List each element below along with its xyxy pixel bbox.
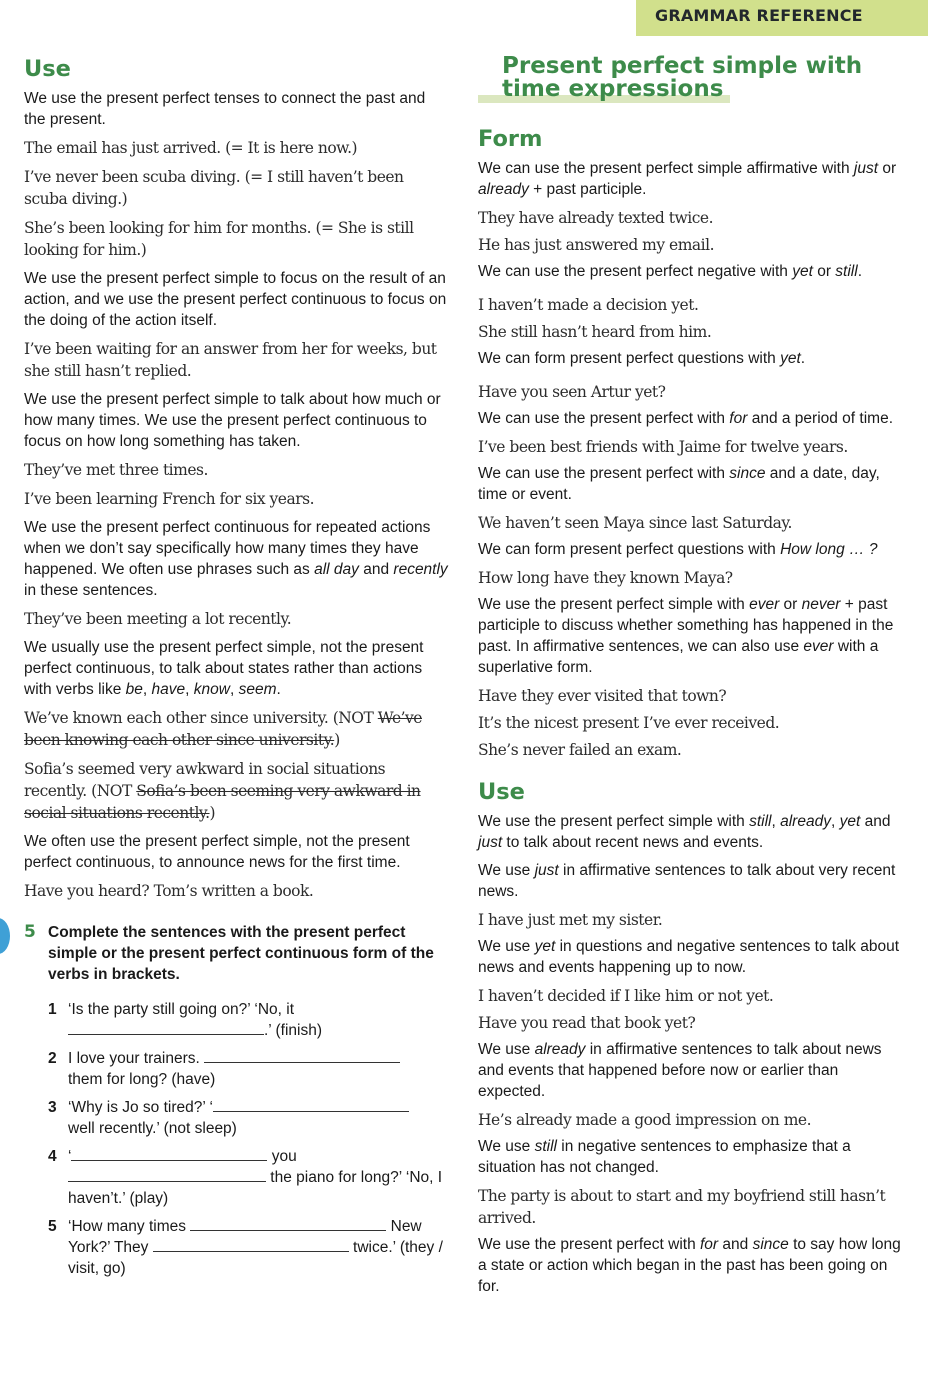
example-text: We’ve known each other since university. (NOT We’ve been knowing each other since university.)	[24, 709, 422, 749]
side-tab-marker	[0, 918, 10, 954]
rule-text: We use already in affirmative sentences to talk about news and events that happened before now or earlier than expected.	[478, 1041, 882, 1100]
rule-text: We use the present perfect simple to focus on the result of an action, and we use the present perfect continuous to focus on the doing of the action itself.	[24, 270, 447, 329]
left-column	[24, 55, 450, 1286]
answer-blank[interactable]	[190, 1216, 386, 1231]
rule-text: We can form present perfect questions with How long … ?	[478, 541, 878, 558]
rule-text: We use just in affirmative sentences to talk about very recent news.	[478, 862, 896, 900]
rule-text: We use still in negative sentences to emphasize that a situation has not changed.	[478, 1138, 851, 1176]
exercise-number: 5	[24, 922, 36, 942]
section-title	[478, 55, 906, 115]
item-number: 1	[48, 1001, 57, 1018]
example-text: Sofia’s seemed very awkward in social situations recently. (NOT Sofia’s been seeming very awkward in social situations recently.)	[24, 760, 421, 822]
example-text: She still hasn’t heard from him.	[478, 323, 712, 341]
item-number: 4	[48, 1148, 57, 1165]
exercise-header	[24, 922, 450, 985]
rule-text: We use yet in questions and negative sentences to talk about news and events happening up to now.	[478, 938, 900, 976]
rule-text: We usually use the present perfect simple, not the present perfect continuous, to talk about states rather than actions with verbs like be, have, know, seem.	[24, 639, 424, 698]
incorrect-example: We’ve been knowing each other since university.	[24, 709, 422, 749]
example-text: They’ve met three times.	[24, 461, 208, 479]
example-text: We haven’t seen Maya since last Saturday.	[478, 514, 792, 532]
exercise-item: 4 ‘ you the piano for long?’ ‘No, I haven’t.’ (play)	[48, 1148, 443, 1207]
example-text: Have they ever visited that town?	[478, 687, 727, 705]
example-text: Have you heard? Tom’s written a book.	[24, 882, 314, 900]
exercise-item: 2 I love your trainers. them for long? (have)	[24, 1048, 450, 1090]
exercise-5	[24, 922, 450, 1279]
rule-text: We can use the present perfect simple affirmative with just or already + past participle.	[478, 160, 897, 198]
answer-blank[interactable]	[153, 1237, 349, 1252]
example-text: Have you seen Artur yet?	[478, 383, 666, 401]
exercise-item: 1 ‘Is the party still going on?’ ‘No, it .’ (finish)	[48, 1001, 322, 1039]
example-text: I’ve been best friends with Jaime for twelve years.	[478, 438, 848, 456]
example-text: I’ve been learning French for six years.	[24, 490, 314, 508]
example-text: She’s never failed an exam.	[478, 741, 682, 759]
example-text: I haven’t decided if I like him or not yet.	[478, 987, 774, 1005]
example-text: I haven’t made a decision yet.	[478, 296, 699, 314]
rule-text: We use the present perfect simple with still, already, yet and just to talk about recent news and events.	[478, 813, 891, 851]
item-number: 2	[48, 1050, 57, 1067]
item-number: 5	[48, 1218, 57, 1235]
example-text: The party is about to start and my boyfriend still hasn’t arrived.	[478, 1187, 886, 1227]
rule-text: We use the present perfect tenses to connect the past and the present.	[24, 90, 426, 128]
exercise-item: 5 ‘How many times New York?’ They twice.’ (they / visit, go)	[48, 1218, 443, 1277]
page-title: Present perfect simple with time expressions	[502, 53, 863, 102]
item-number: 3	[48, 1099, 57, 1116]
rule-text: We use the present perfect simple with ever or never + past participle to discuss whether something has happened in the past. In affirmative sentences, we can also use ever with a superlative form.	[478, 596, 894, 676]
rule-text: We can use the present perfect with for and a period of time.	[478, 410, 894, 427]
example-text: They’ve been meeting a lot recently.	[24, 610, 292, 628]
rule-text: We often use the present perfect simple, not the present perfect continuous, to announce news for the first time.	[24, 833, 410, 871]
example-text: He has just answered my email.	[478, 236, 715, 254]
example-text: I’ve never been scuba diving. (= I still haven’t been scuba diving.)	[24, 168, 404, 208]
section-tag: GRAMMAR REFERENCE	[636, 0, 928, 36]
form-heading: Form	[478, 126, 543, 152]
example-text: I’ve been waiting for an answer from her for weeks, but she still hasn’t replied.	[24, 340, 437, 380]
rule-text: We use the present perfect continuous for repeated actions when we don’t say specifically how many times they have happened. We often use phrases such as all day and recently in these sentences.	[24, 519, 448, 599]
rule-text: We can form present perfect questions with yet.	[478, 350, 806, 367]
answer-blank[interactable]	[68, 1167, 266, 1182]
answer-blank[interactable]	[204, 1048, 400, 1063]
answer-blank[interactable]	[71, 1146, 267, 1161]
example-text: She’s been looking for him for months. (= She is still looking for him.)	[24, 219, 414, 259]
right-column	[478, 55, 906, 1304]
example-text: It’s the nicest present I’ve ever received.	[478, 714, 780, 732]
answer-blank[interactable]	[68, 1020, 264, 1035]
answer-blank[interactable]	[213, 1097, 409, 1112]
example-text: How long have they known Maya?	[478, 569, 733, 587]
example-text: He’s already made a good impression on me.	[478, 1111, 811, 1129]
example-text: They have already texted twice.	[478, 209, 714, 227]
exercise-items	[24, 999, 450, 1279]
use-heading: Use	[24, 56, 71, 82]
incorrect-example: Sofia’s been seeming very awkward in social situations recently.	[24, 782, 421, 822]
rule-text: We use the present perfect with for and since to say how long a state or action which began in the past has been going on for.	[478, 1236, 901, 1295]
rule-text: We can use the present perfect with since and a date, day, time or event.	[478, 465, 880, 503]
example-text: The email has just arrived. (= It is here now.)	[24, 139, 358, 157]
use-heading: Use	[478, 779, 525, 805]
example-text: Have you read that book yet?	[478, 1014, 696, 1032]
example-text: I have just met my sister.	[478, 911, 663, 929]
rule-text: We use the present perfect simple to talk about how much or how many times. We use the present perfect continuous to focus on how long something has taken.	[24, 391, 441, 450]
exercise-instruction: Complete the sentences with the present perfect simple or the present perfect continuous form of the verbs in brackets.	[48, 924, 434, 983]
exercise-item: 3 ‘Why is Jo so tired?’ ‘ well recently.’ (not sleep)	[24, 1097, 450, 1139]
rule-text: We can use the present perfect negative with yet or still.	[478, 263, 862, 280]
